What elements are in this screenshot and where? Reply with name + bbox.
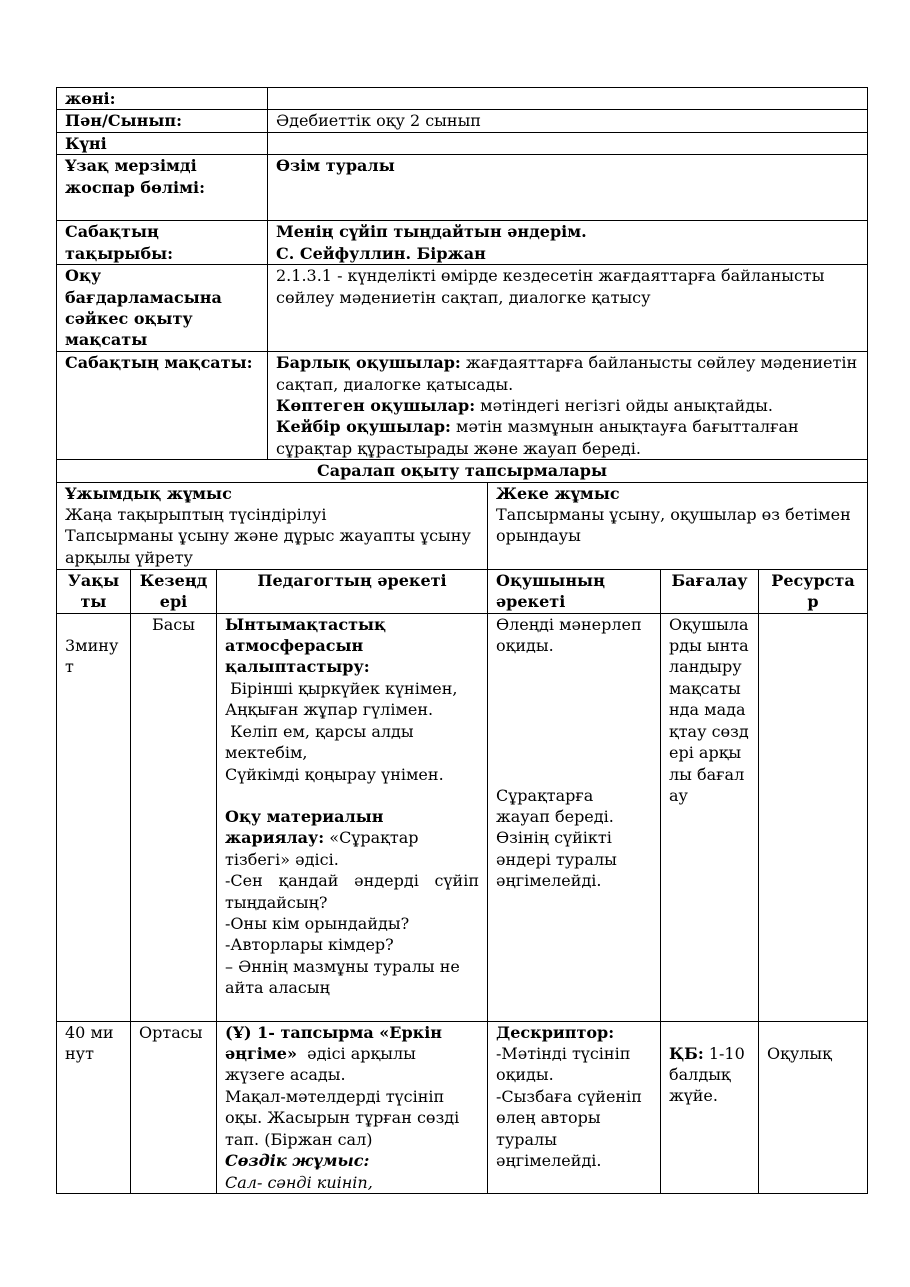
group-work-line-1: Жаңа тақырыптың түсіндірілуі (65, 505, 327, 525)
col-header-teacher: Педагогтың әрекеті (217, 569, 488, 613)
differentiation-table (56, 459, 868, 569)
goal-some: Кейбір оқушылар: мәтін мазмұнын анықтауға бағытталған сұрақтар құрастырады және жауап береді. (276, 417, 799, 458)
row1-student (488, 613, 661, 1021)
row1-stage: Басы (131, 613, 217, 1021)
vocabulary-heading: Сөздік жұмыс: (225, 1151, 370, 1171)
row2-stage: Ортасы (131, 1021, 217, 1193)
individual-work-title: Жеке жұмыс (496, 483, 620, 503)
table-row (57, 88, 868, 110)
poem-line: Келіп ем, қарсы алды мектебім, (225, 721, 419, 763)
student-action-b: Сұрақтарға жауап береді. Өзінің сүйікті әндері туралы әңгімелейді. (496, 785, 617, 891)
poem-line: Сүйкімді қоңырау үнімен. (225, 764, 444, 784)
task-1-description: Мақал-мәтелдерді түсініп оқы. Жасырын тұрған сөзді тап. (Біржан сал) (225, 1086, 460, 1149)
lesson-plan-page (56, 87, 867, 1194)
group-work-title: Ұжымдық жұмыс (65, 483, 232, 503)
question-item: – Әннің мазмұны туралы не айта аласың (225, 956, 460, 998)
student-action-a: Өлеңді мәнерлеп оқиды. (496, 614, 642, 656)
col-header-resources: Ресурстар (759, 569, 868, 613)
goal-many: Көптеген оқушылар: мәтіндегі негізгі ойды анықтайды. (276, 396, 773, 416)
row2-time: 40 минут (57, 1021, 131, 1193)
question-item: -Сен қандай әндерді сүйіп тыңдайсың? (225, 871, 479, 912)
lesson-flow-table (56, 569, 868, 1194)
row2-resource: Оқулық (759, 1021, 868, 1193)
table-row (57, 482, 868, 569)
long-term-plan-value: Өзім туралы (268, 155, 868, 221)
name-value (268, 88, 868, 110)
row2-teacher (217, 1021, 488, 1193)
question-item: -Оны кім орындайды? (225, 913, 410, 933)
table-row (57, 132, 868, 154)
row1-assessment: Оқушыларды ынталандыру мақсатында мадақтау сөздері арқылы бағалау (661, 613, 759, 1021)
group-work-line-2: Тапсырманы ұсыну және дұрыс жауапты ұсыну арқылы үйрету (65, 526, 471, 567)
lesson-goal-label: Сабақтың мақсаты: (57, 352, 268, 460)
col-header-assessment: Бағалау (661, 569, 759, 613)
topic-line-2: С. Сейфуллин. Біржан (276, 243, 486, 263)
row1-resource (759, 613, 868, 1021)
program-objective-value: 2.1.3.1 - күнделікті өмірде кездесетін жағдаяттарға байланысты сөйлеу мәдениетін сақтап, диалогке қатысу (268, 265, 868, 352)
table-row (57, 265, 868, 352)
goal-all: Барлық оқушылар: жағдаяттарға байланысты сөйлеу мәдениетін сақтап, диалогке қатысады. (276, 353, 858, 394)
subject-value: Әдебиеттік оқу 2 сынып (268, 110, 868, 132)
differentiation-title: Саралап оқыту тапсырмалары (57, 460, 868, 482)
col-header-student: Оқушының әрекеті (488, 569, 661, 613)
lesson-info-table (56, 87, 868, 460)
descriptor-item: -Мәтінді түсініп оқиды. (496, 1044, 631, 1085)
descriptor-item: -Сызбаға сүйеніп өлең авторы туралы әңгімелейді. (496, 1086, 642, 1171)
table-row (57, 221, 868, 265)
topic-value (268, 221, 868, 265)
topic-line-1: Менің сүйіп тыңдайтын әндерім. (276, 222, 587, 242)
table-header-row (57, 569, 868, 613)
lesson-goal-value (268, 352, 868, 460)
name-label: жөні: (57, 88, 268, 110)
row1-time: 3минут (57, 613, 131, 1021)
table-row (57, 352, 868, 460)
table-row (57, 155, 868, 221)
poem-line: Аңқыған жұпар гүлімен. (225, 700, 434, 720)
long-term-plan-label: Ұзақ мерзімді жоспар бөлімі: (57, 155, 268, 221)
task-1: (Ұ) 1- тапсырма «Еркін әңгіме» әдісі арқылы жүзеге асады. (225, 1022, 442, 1085)
individual-work-text: Тапсырманы ұсыну, оқушылар өз бетімен орындауы (496, 505, 851, 546)
row1-teacher (217, 613, 488, 1021)
material-announce: Оқу материалын жариялау: «Сұрақтар тізбегі» әдісі. (225, 806, 419, 869)
subject-label: Пән/Сынып: (57, 110, 268, 132)
table-row (57, 460, 868, 482)
table-row (57, 613, 868, 1021)
individual-work-cell (488, 482, 868, 569)
program-objective-label: Оқу бағдарламасына сәйкес оқыту мақсаты (57, 265, 268, 352)
date-value (268, 132, 868, 154)
row2-student (488, 1021, 661, 1193)
row2-assessment: ҚБ: 1-10 балдық жүйе. (661, 1021, 759, 1193)
col-header-stage: Кезеңдері (131, 569, 217, 613)
question-item: -Авторлары кімдер? (225, 935, 394, 955)
table-row (57, 110, 868, 132)
table-row (57, 1021, 868, 1193)
col-header-time: Уақыты (57, 569, 131, 613)
date-label: Күні (57, 132, 268, 154)
atmosphere-heading: Ынтымақтастық атмосферасын қалыптастыру: (225, 614, 386, 677)
descriptor-heading: Дескриптор: (496, 1022, 615, 1042)
poem-line: Бірінші қыркүйек күнімен, (225, 678, 458, 698)
topic-label: Сабақтың тақырыбы: (57, 221, 268, 265)
group-work-cell (57, 482, 488, 569)
vocabulary-text: Сал- сәнді киініп, (225, 1172, 373, 1192)
